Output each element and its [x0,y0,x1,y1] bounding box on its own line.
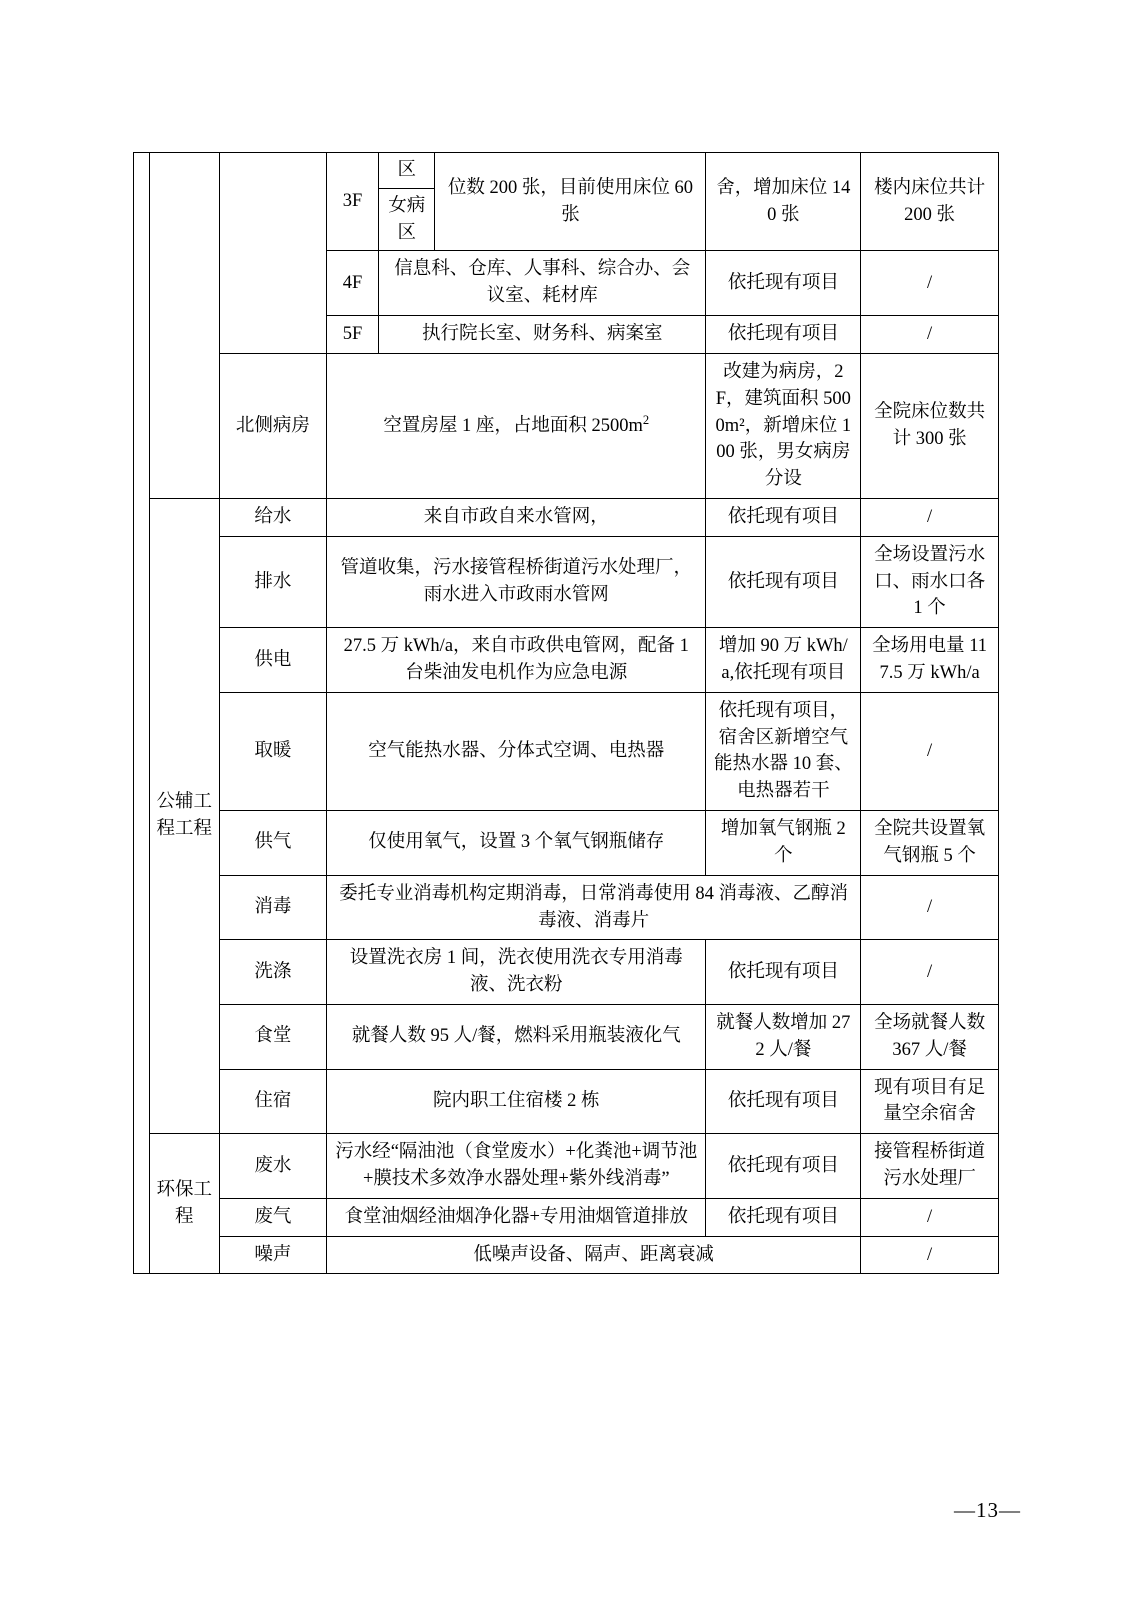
table-row [134,153,999,189]
page-number: —13— [954,1498,1021,1522]
table-row [134,353,999,498]
category-cell-environment: 环保工程 [149,1134,219,1274]
floor-cell: 5F [327,316,379,354]
total-cell: 现有项目有足量空余宿舍 [861,1069,999,1134]
existing-cell: 依托现有项目 [706,1069,861,1134]
description-text: 空置房屋 1 座，占地面积 2500m [383,416,643,437]
description-cell: 就餐人数 95 人/餐，燃料采用瓶装液化气 [327,1004,706,1069]
description-cell: 低噪声设备、隔声、距离衰减 [327,1236,861,1274]
table-row [134,940,999,1005]
category-cell-continued [149,153,219,499]
project-overview-table [133,152,999,1274]
floor-cell: 3F [327,153,379,251]
table-row [134,1198,999,1236]
description-cell: 空气能热水器、分体式空调、电热器 [327,692,706,810]
description-cell: 管道收集，污水接管程桥街道污水处理厂，雨水进入市政雨水管网 [327,536,706,627]
existing-cell: 依托现有项目 [706,1198,861,1236]
floor-cell: 4F [327,251,379,316]
description-superscript: 2 [642,413,650,428]
description-cell: 位数 200 张，目前使用床位 60 张 [435,153,706,251]
total-cell: 全院床位数共计 300 张 [861,353,999,498]
zone-cell: 区 [379,153,435,189]
total-cell: / [861,251,999,316]
item-cell-continued [219,153,326,354]
existing-cell: 依托现有项目 [706,498,861,536]
description-cell: 委托专业消毒机构定期消毒，日常消毒使用 84 消毒液、乙醇消毒液、消毒片 [327,875,861,940]
table-row [134,1069,999,1134]
zone-cell: 女病区 [379,188,435,251]
item-cell: 消毒 [219,875,326,940]
total-cell: 全院共设置氧气钢瓶 5 个 [861,811,999,876]
table-row [134,498,999,536]
description-cell: 信息科、仓库、人事科、综合办、会议室、耗材库 [379,251,706,316]
total-cell: / [861,316,999,354]
total-cell: / [861,1236,999,1274]
item-cell: 供气 [219,811,326,876]
total-cell: / [861,875,999,940]
total-cell: 接管程桥街道污水处理厂 [861,1134,999,1199]
item-cell: 废气 [219,1198,326,1236]
item-cell: 取暖 [219,692,326,810]
table-row [134,628,999,693]
existing-cell: 依托现有项目 [706,536,861,627]
item-cell: 给水 [219,498,326,536]
item-cell: 供电 [219,628,326,693]
spine-cell [134,153,150,1274]
total-cell: 全场就餐人数 367 人/餐 [861,1004,999,1069]
table-row [134,692,999,810]
table-row [134,811,999,876]
description-cell: 污水经“隔油池（食堂废水）+化粪池+调节池+膜技术多效净水器处理+紫外线消毒” [327,1134,706,1199]
description-cell: 27.5 万 kWh/a，来自市政供电管网，配备 1 台柴油发电机作为应急电源 [327,628,706,693]
description-cell: 食堂油烟经油烟净化器+专用油烟管道排放 [327,1198,706,1236]
description-cell: 仅使用氧气，设置 3 个氧气钢瓶储存 [327,811,706,876]
description-cell [327,353,706,498]
total-cell: / [861,1198,999,1236]
category-cell-utilities: 公辅工程工程 [149,498,219,1133]
table-row [134,536,999,627]
table-row [134,1134,999,1199]
existing-cell: 就餐人数增加 272 人/餐 [706,1004,861,1069]
description-cell: 设置洗衣房 1 间，洗衣使用洗衣专用消毒液、洗衣粉 [327,940,706,1005]
item-cell: 住宿 [219,1069,326,1134]
item-cell: 食堂 [219,1004,326,1069]
existing-cell: 依托现有项目 [706,251,861,316]
existing-cell: 改建为病房，2F，建筑面积 5000m²，新增床位 100 张，男女病房分设 [706,353,861,498]
existing-cell: 增加氧气钢瓶 2 个 [706,811,861,876]
total-cell: / [861,498,999,536]
description-cell: 来自市政自来水管网， [327,498,706,536]
total-cell: / [861,940,999,1005]
item-cell: 洗涤 [219,940,326,1005]
existing-cell: 依托现有项目 [706,940,861,1005]
existing-cell: 依托现有项目 [706,1134,861,1199]
item-cell: 排水 [219,536,326,627]
total-cell: 楼内床位共计 200 张 [861,153,999,251]
description-cell: 执行院长室、财务科、病案室 [379,316,706,354]
item-cell: 北侧病房 [219,353,326,498]
total-cell: 全场设置污水口、雨水口各 1 个 [861,536,999,627]
existing-cell: 依托现有项目，宿舍区新增空气能热水器 10 套、电热器若干 [706,692,861,810]
item-cell: 噪声 [219,1236,326,1274]
total-cell: / [861,692,999,810]
table-row [134,1236,999,1274]
existing-cell: 依托现有项目 [706,316,861,354]
table-row [134,875,999,940]
existing-cell: 增加 90 万 kWh/a,依托现有项目 [706,628,861,693]
existing-cell: 舍，增加床位 140 张 [706,153,861,251]
total-cell: 全场用电量 117.5 万 kWh/a [861,628,999,693]
item-cell: 废水 [219,1134,326,1199]
description-cell: 院内职工住宿楼 2 栋 [327,1069,706,1134]
table-row [134,1004,999,1069]
